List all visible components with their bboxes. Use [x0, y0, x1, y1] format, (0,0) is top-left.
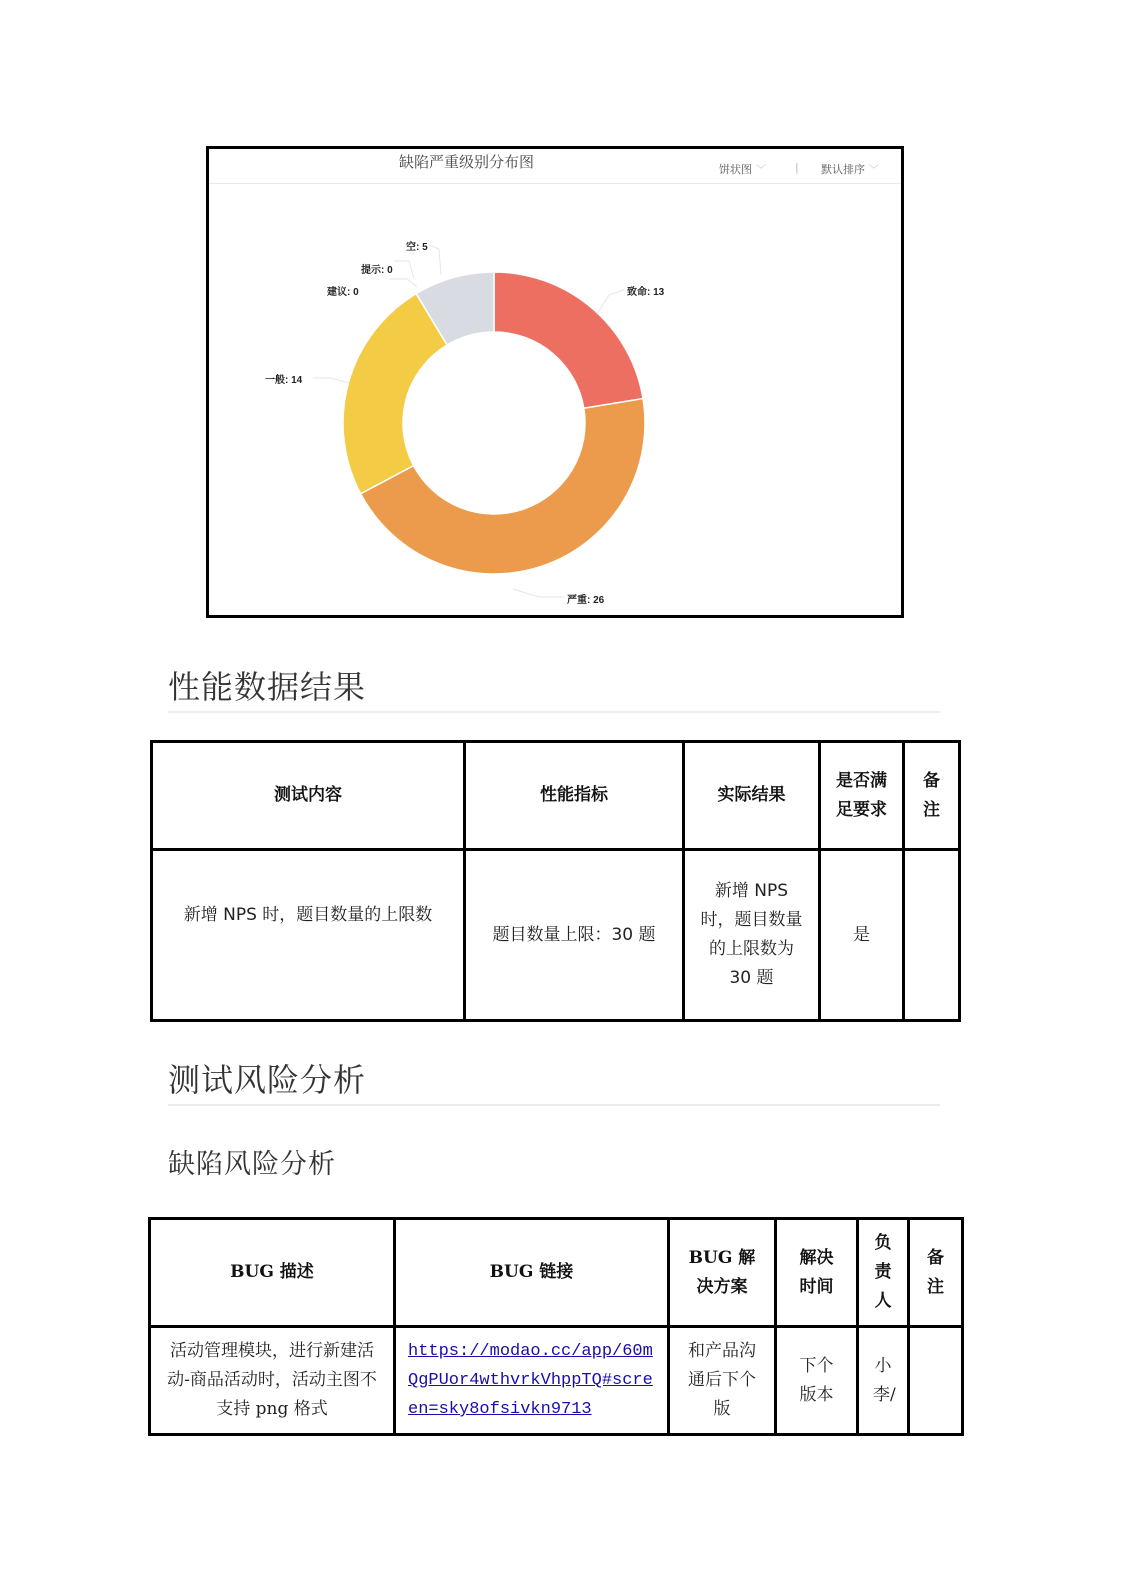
donut-slice-normal[interactable]: [343, 294, 447, 494]
slice-label-normal: 一般: 14: [265, 375, 303, 386]
performance-table: [150, 740, 961, 1022]
section-title-risk: 测试风险分析: [168, 1061, 367, 1099]
cell-performance-metric: 题目数量上限：30 题: [465, 850, 684, 1021]
cell-actual-result: 新增 NPS 时，题目数量的上限数为 30 题: [684, 850, 820, 1021]
slice-label-hint: 提示: 0: [361, 265, 393, 276]
cell-meets-requirement: 是: [820, 850, 904, 1021]
section-subtitle-defect-risk: 缺陷风险分析: [168, 1149, 336, 1180]
slice-label-empty: 空: 5: [406, 242, 428, 253]
section-divider: [168, 711, 940, 713]
header-actual-result: 实际结果: [684, 742, 820, 850]
header-meets-requirement: 是否满足要求: [820, 742, 904, 850]
header-bug-link: BUG 链接: [395, 1219, 669, 1327]
table-row: [152, 850, 960, 1021]
header-owner: 负责人: [858, 1219, 909, 1327]
cell-resolve-time: 下个版本: [776, 1327, 858, 1435]
chart-type-label: 饼状图: [719, 163, 752, 176]
donut-chart: [209, 149, 901, 615]
donut-slice-fatal[interactable]: [494, 272, 643, 408]
slice-label-suggestion: 建议: 0: [327, 287, 359, 298]
slice-label-severe: 严重: 26: [567, 595, 605, 606]
section-title-performance: 性能数据结果: [168, 668, 367, 706]
sort-label: 默认排序: [821, 163, 865, 176]
cell-bug-description: 活动管理模块，进行新建活动-商品活动时，活动主图不支持 png 格式: [150, 1327, 395, 1435]
chart-title: 缺陷严重级别分布图: [399, 153, 535, 171]
defect-risk-table: [148, 1217, 964, 1436]
defect-severity-chart: [206, 146, 904, 618]
header-bug-description: BUG 描述: [150, 1219, 395, 1327]
header-note: 备注: [904, 742, 960, 850]
section-divider: [168, 1104, 940, 1106]
chevron-down-icon: ﹀: [756, 165, 766, 176]
cell-owner: 小李/: [858, 1327, 909, 1435]
cell-bug-solution: 和产品沟通后下个版: [669, 1327, 776, 1435]
header-bug-solution: BUG 解决方案: [669, 1219, 776, 1327]
cell-note: [909, 1327, 963, 1435]
cell-bug-link: [395, 1327, 669, 1435]
slice-label-fatal: 致命: 13: [627, 287, 665, 298]
header-performance-metric: 性能指标: [465, 742, 684, 850]
cell-note: [904, 850, 960, 1021]
table-row: [150, 1327, 963, 1435]
table-header-row: [152, 742, 960, 850]
bug-link[interactable]: https://modao.cc/app/60mQgPUor4wthvrkVhppTQ#screen=sky8ofsivkn9713: [408, 1342, 653, 1419]
toolbar-separator: |: [795, 161, 799, 174]
table-header-row: [150, 1219, 963, 1327]
header-note: 备注: [909, 1219, 963, 1327]
header-resolve-time: 解决时间: [776, 1219, 858, 1327]
chevron-down-icon: ﹀: [869, 165, 879, 176]
header-test-content: 测试内容: [152, 742, 465, 850]
cell-test-content: 新增 NPS 时，题目数量的上限数: [152, 850, 465, 1021]
